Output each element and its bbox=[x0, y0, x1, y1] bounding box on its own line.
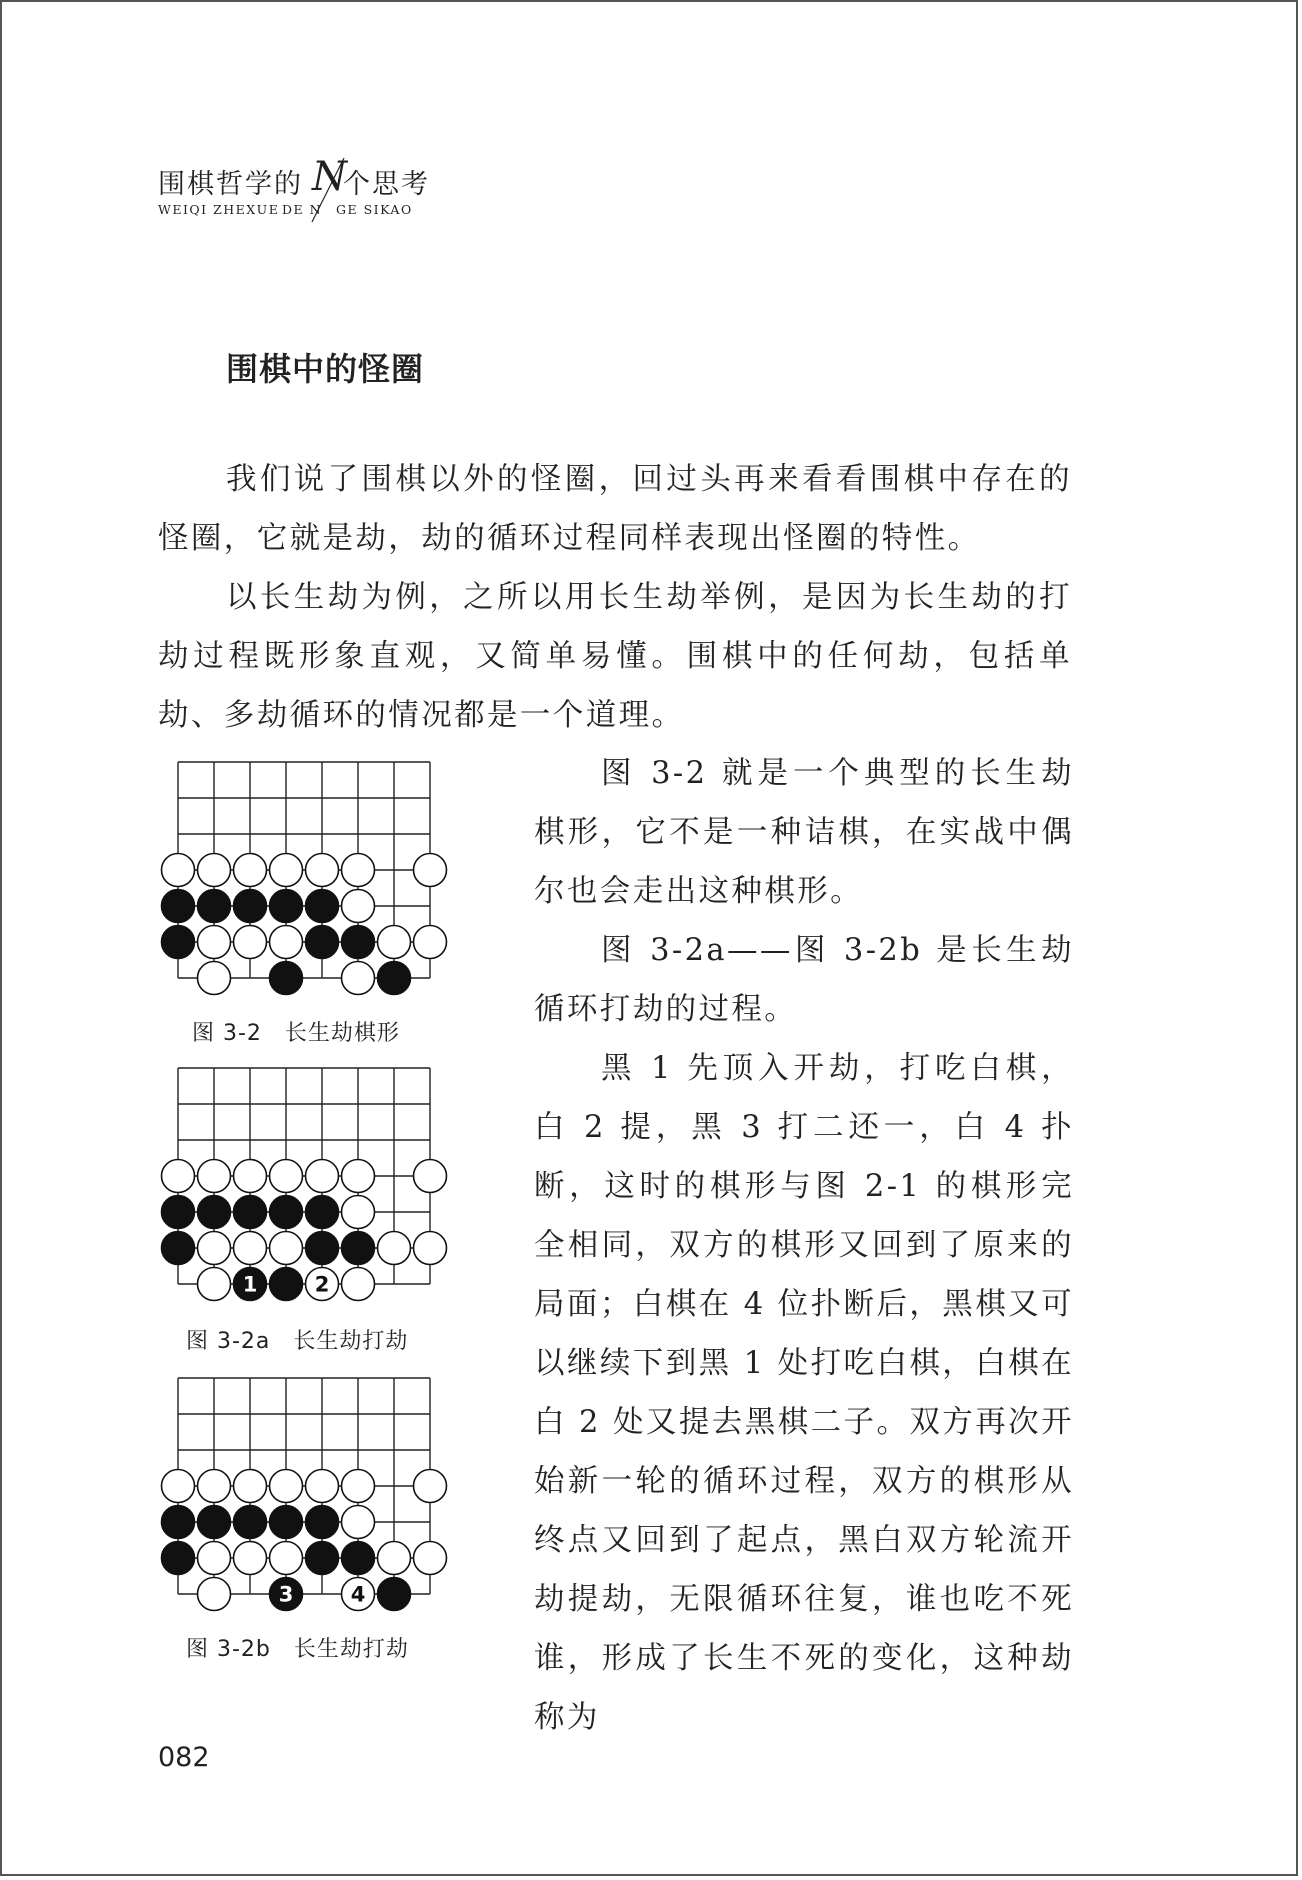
white-stone bbox=[198, 1542, 231, 1575]
white-stone bbox=[270, 1542, 303, 1575]
black-stone bbox=[342, 1232, 375, 1265]
white-stone bbox=[270, 1160, 303, 1193]
stone-move-number: 2 bbox=[314, 1272, 330, 1297]
white-stone bbox=[198, 1232, 231, 1265]
black-stone bbox=[342, 1542, 375, 1575]
white-stone bbox=[234, 854, 267, 887]
black-stone bbox=[162, 890, 195, 923]
white-stone bbox=[198, 1160, 231, 1193]
white-stone bbox=[270, 1470, 303, 1503]
black-stone bbox=[162, 1506, 195, 1539]
go-diagram-fig-3-2 bbox=[156, 754, 476, 1014]
section-title: 围棋中的怪圈 bbox=[226, 350, 425, 388]
stone-move-number: 3 bbox=[278, 1582, 294, 1607]
white-stone bbox=[342, 1268, 375, 1301]
white-stone bbox=[234, 926, 267, 959]
black-stone bbox=[306, 890, 339, 923]
stone-move-number: 1 bbox=[242, 1272, 258, 1297]
black-stone bbox=[162, 1232, 195, 1265]
black-stone bbox=[306, 1232, 339, 1265]
white-stone bbox=[162, 1470, 195, 1503]
go-diagram-fig-3-2a bbox=[156, 1060, 476, 1320]
white-stone bbox=[414, 1160, 447, 1193]
white-stone bbox=[270, 854, 303, 887]
white-stone bbox=[342, 890, 375, 923]
white-stone bbox=[342, 854, 375, 887]
white-stone bbox=[198, 1268, 231, 1301]
running-header bbox=[158, 154, 458, 232]
black-stone bbox=[342, 926, 375, 959]
header-subtitle-part1: WEIQI ZHEXUE bbox=[158, 202, 280, 217]
black-stone bbox=[198, 1196, 231, 1229]
black-stone bbox=[162, 1542, 195, 1575]
black-stone bbox=[234, 890, 267, 923]
black-stone bbox=[162, 926, 195, 959]
black-stone bbox=[306, 926, 339, 959]
figure-caption-3-2b: 图 3-2b 长生劫打劫 bbox=[186, 1637, 409, 1662]
black-stone bbox=[378, 1578, 411, 1611]
black-stone bbox=[306, 1196, 339, 1229]
white-stone bbox=[378, 926, 411, 959]
header-title-part1: 围棋哲学的 bbox=[158, 169, 303, 200]
white-stone bbox=[306, 1160, 339, 1193]
white-stone bbox=[378, 1542, 411, 1575]
paragraph-4: 图 3-2a——图 3-2b 是长生劫循环打劫的过程。 bbox=[534, 933, 1074, 1027]
white-stone bbox=[162, 1160, 195, 1193]
white-stone bbox=[342, 1196, 375, 1229]
paragraph-3: 图 3-2 就是一个典型的长生劫棋形，它不是一种诘棋，在实战中偶尔也会走出这种棋形。 bbox=[534, 756, 1074, 909]
white-stone bbox=[198, 1578, 231, 1611]
black-stone bbox=[270, 1506, 303, 1539]
white-stone bbox=[162, 854, 195, 887]
white-stone bbox=[198, 962, 231, 995]
black-stone bbox=[198, 1506, 231, 1539]
stone-move-number: 4 bbox=[350, 1582, 366, 1607]
figure-caption-3-2a: 图 3-2a 长生劫打劫 bbox=[186, 1329, 409, 1354]
header-title-part2: 个思考 bbox=[343, 169, 430, 200]
black-stone bbox=[198, 890, 231, 923]
white-stone bbox=[270, 1232, 303, 1265]
white-stone bbox=[342, 1160, 375, 1193]
white-stone bbox=[234, 1470, 267, 1503]
black-stone bbox=[234, 1196, 267, 1229]
white-stone bbox=[414, 1232, 447, 1265]
white-stone bbox=[306, 1470, 339, 1503]
black-stone bbox=[162, 1196, 195, 1229]
black-stone bbox=[234, 1506, 267, 1539]
white-stone bbox=[342, 962, 375, 995]
white-stone bbox=[378, 1232, 411, 1265]
black-stone bbox=[306, 1506, 339, 1539]
white-stone bbox=[234, 1232, 267, 1265]
page-number: 082 bbox=[158, 1742, 210, 1773]
white-stone bbox=[342, 1470, 375, 1503]
white-stone bbox=[414, 854, 447, 887]
black-stone bbox=[270, 890, 303, 923]
white-stone bbox=[414, 1470, 447, 1503]
black-stone bbox=[270, 1268, 303, 1301]
black-stone bbox=[306, 1542, 339, 1575]
white-stone bbox=[234, 1160, 267, 1193]
white-stone bbox=[270, 926, 303, 959]
paragraph-5: 黑 1 先顶入开劫，打吃白棋，白 2 提，黑 3 打二还一，白 4 扑断，这时的棋形与图 2-1 的棋形完全相同，双方的棋形又回到了原来的局面；白棋在 4 位扑断后，黑棋又可以继续下到黑 1 处打吃白棋，白棋在白 2 处又提去黑棋二子。双方再次开始新一轮的循环过程，双方的棋形从终点又回到了起点，黑白双方轮流开劫提劫，无限循环往复，谁也吃不死谁，形成了长生不死的变化，这种劫称为 bbox=[534, 1051, 1074, 1735]
paragraph-1: 我们说了围棋以外的怪圈，回过头再来看看围棋中存在的怪圈，它就是劫，劫的循环过程同样表现出怪圈的特性。 bbox=[158, 462, 1072, 556]
white-stone bbox=[342, 1506, 375, 1539]
header-subtitle-part2: DE N bbox=[282, 202, 323, 217]
black-stone bbox=[378, 962, 411, 995]
white-stone bbox=[306, 854, 339, 887]
white-stone bbox=[414, 1542, 447, 1575]
black-stone bbox=[270, 1196, 303, 1229]
header-subtitle-part3: GE SIKAO bbox=[336, 202, 413, 217]
header-n-letter: N bbox=[312, 154, 347, 200]
go-diagram-fig-3-2b bbox=[156, 1370, 476, 1630]
right-text-column bbox=[534, 744, 1074, 1747]
black-stone bbox=[270, 962, 303, 995]
paragraph-2: 以长生劫为例，之所以用长生劫举例，是因为长生劫的打劫过程既形象直观，又简单易懂。围棋中的任何劫，包括单劫、多劫循环的情况都是一个道理。 bbox=[158, 580, 1072, 733]
white-stone bbox=[198, 926, 231, 959]
white-stone bbox=[198, 854, 231, 887]
figure-caption-3-2: 图 3-2 长生劫棋形 bbox=[192, 1021, 400, 1046]
white-stone bbox=[414, 926, 447, 959]
white-stone bbox=[234, 1542, 267, 1575]
white-stone bbox=[198, 1470, 231, 1503]
